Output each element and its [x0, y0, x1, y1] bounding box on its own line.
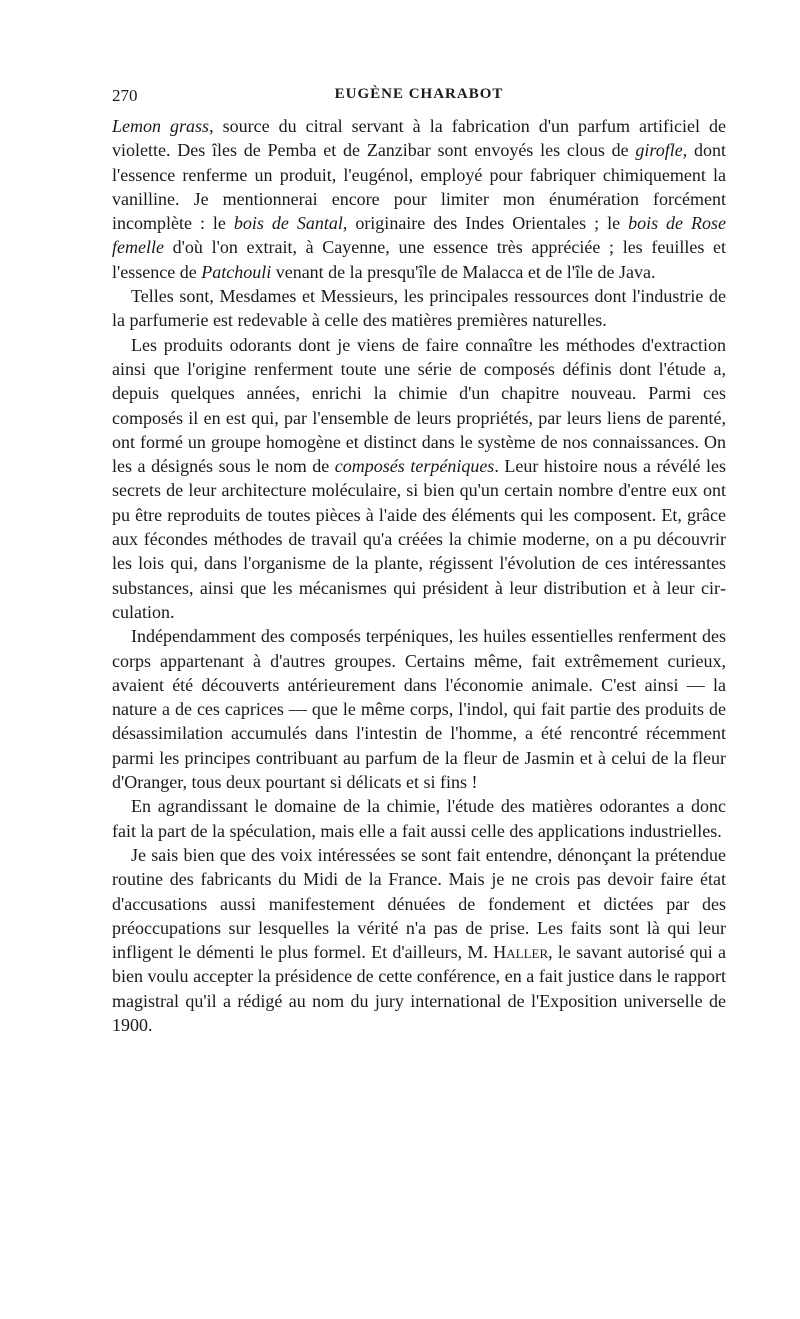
text-run: d'où l'on extrait, à Cayenne, une essence très appréciée ; les feuilles et l'essence de — [112, 237, 726, 282]
text-run: Indépendamment des composés terpéniques, les huiles essentielles renferment des corps appartenant à d'autres groupes. Certains même, fait extrêmement curieux, avaient été découverts antérieurement dans l'économie animale. C'est ainsi — la nature a de ces caprices — que le même corps, l'indol, qui fait partie des produits de désassimilation accumulés dans l'intestin de l'homme, a été rencontré récemment parmi les principes contribuant au parfum de la fleur de Jasmin et à celui de la fleur d'Oranger, tous deux pourtant si délicats et si fins ! — [112, 626, 726, 793]
italic-term: girofle — [635, 140, 683, 161]
body-text — [112, 114, 726, 1037]
paragraph — [112, 333, 726, 625]
small-caps-name: Haller — [493, 942, 549, 963]
text-run: venant de la presqu'île de Malacca et de l'île de Java. — [271, 261, 656, 282]
text-run: Telles sont, Mesdames et Messieurs, les principales ressources dont l'industrie de la parfumerie est redevable à celle des matières premières naturelles. — [112, 286, 726, 331]
text-run: Les produits odorants dont je viens de faire connaître les méthodes d'extraction ainsi que l'origine renferment toute une série de composés définis dont l'étude a, depuis quelques années, enrichi la chimie d'un chapitre nouveau. Parmi ces composés il en est qui, par l'ensemble de leurs propriétés, par leurs liens de parenté, ont formé un groupe homogène et distinct dans le système de nos connaissances. On les a désignés sous le nom de — [112, 334, 726, 477]
running-head — [112, 86, 726, 114]
text-run: En agrandissant le domaine de la chimie, l'étude des matières odorantes a donc fait la part de la spéculation, mais elle a fait aussi celle des applications industrielles. — [112, 796, 726, 841]
page-number: 270 — [112, 86, 138, 105]
paragraph — [112, 843, 726, 1037]
paragraph — [112, 114, 726, 284]
italic-term: bois de Santal — [233, 213, 343, 234]
text-run: , le savant autorisé qui a bien voulu accepter la présidence de cette conférence, en a fait justice dans le rapport magistral qu'il a rédigé au nom du jury international de l'Exposition universelle de 1900. — [112, 942, 726, 1035]
text-run: , dont l'essence renferme un produit, l'eugénol, employé pour fabriquer chimiquement la vanilline. Je mentionnerai encore pour limiter mon énumération forcément incomplète : le — [112, 140, 726, 234]
book-page — [112, 86, 726, 1037]
running-title: EUGÈNE CHARABOT — [334, 86, 504, 102]
paragraph — [112, 794, 726, 843]
paragraph — [112, 284, 726, 333]
text-run: . Leur histoire nous a révélé les secrets de leur architecture moléculaire, si bien qu'un certain nombre d'entre eux ont pu être reproduits de toutes pièces à l'aide des éléments qui les composent. Et, grâce aux fécondes méthodes de travail qu'a créées la chimie moderne, on a pu découvrir les lois qui, dans l'organisme de la plante, régissent l'évolution de ces intéressantes substances, ainsi que les mécanismes qui président à leur distribution et à leur circulation. — [112, 456, 727, 622]
text-run: , originaire des Indes Orientales ; le — [342, 213, 629, 234]
paragraph — [112, 624, 726, 794]
italic-term: bois de Rose femelle — [112, 213, 727, 258]
italic-term: Lemon grass — [112, 116, 210, 136]
text-run: Je sais bien que des voix intéressées se sont fait entendre, dénonçant la prétendue routine des fabricants du Midi de la France. Mais je ne crois pas devoir faire état d'accusations aussi manifestement dénuées de fondement et dictées par des préoccupations sur lesquelles la vérité n'a pas de prise. Les faits sont là qui leur infligent le démenti le plus formel. Et d'ailleurs, M. — [112, 844, 726, 963]
italic-term: Patchouli — [201, 261, 272, 282]
text-run: , source du citral servant à la fabrication d'un parfum artificiel de violette. Des îles de Pemba et de Zanzibar sont envoyés les clous de — [112, 116, 727, 161]
italic-term: composés terpéniques — [334, 456, 495, 477]
